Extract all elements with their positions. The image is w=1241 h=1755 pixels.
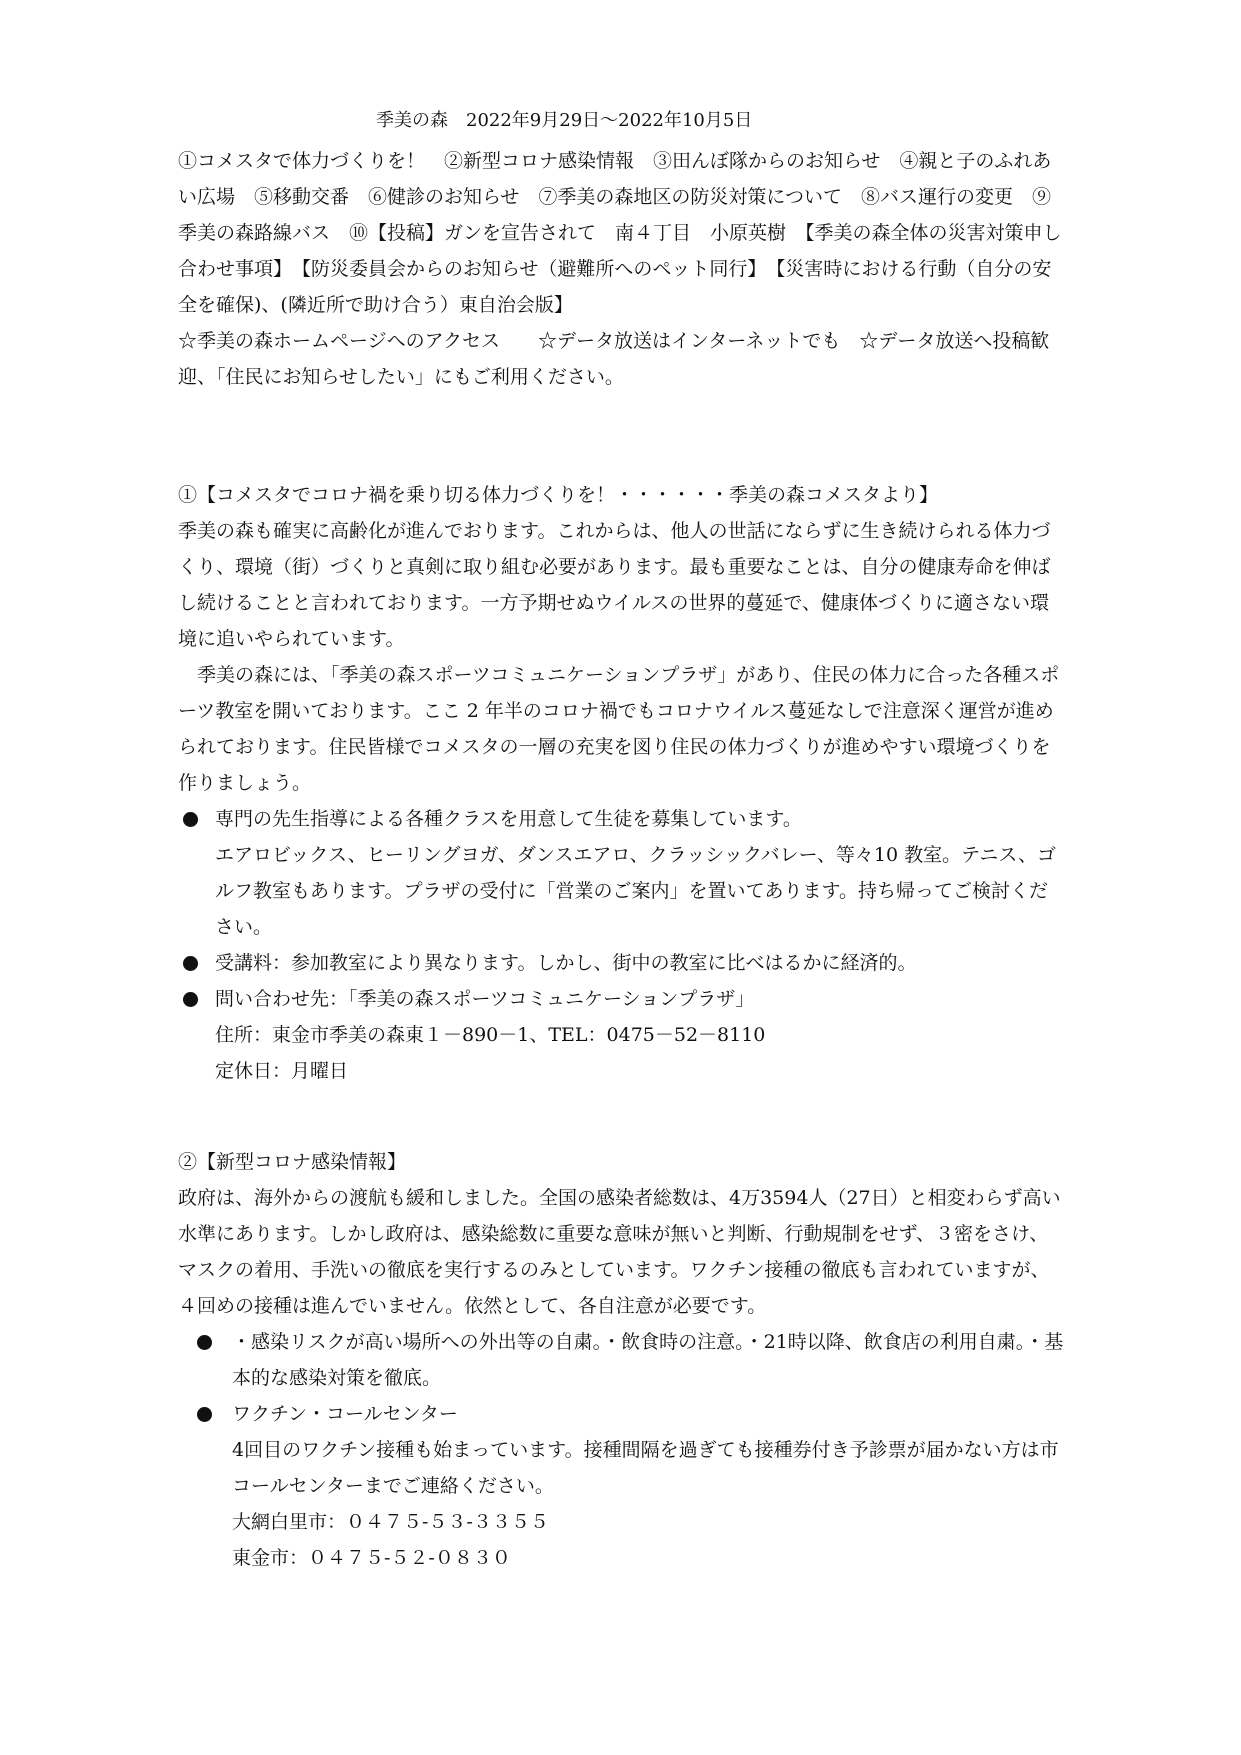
bullet-list xyxy=(178,801,1066,1089)
toc-notices: ☆季美の森ホームページへのアクセス ☆データ放送はインターネットでも ☆データ放送へ投稿歓迎、「住民にお知らせしたい」にもご利用ください。 xyxy=(178,330,1050,388)
list-item xyxy=(178,801,1066,945)
list-item xyxy=(178,945,1066,981)
contact-address: 住所：東金市季美の森東１－890－1、TEL：0475－52－8110 xyxy=(215,1024,766,1046)
section-comesta xyxy=(178,477,1066,1089)
section-covid-info xyxy=(178,1144,1066,1576)
section-paragraph: 政府は、海外からの渡航も緩和しました。全国の感染者総数は、4万3594人（27日）と相変わらず高い水準にあります。しかし政府は、感染総数に重要な意味が無いと判断、行動規制をせず、３密をさけ、マスクの着用、手洗いの徹底を実行するのみとしています。ワクチン接種の徹底も言われていますが、４回めの接種は進んでいません。依然として、各自注意が必要です。 xyxy=(178,1187,1061,1317)
bullet-list xyxy=(178,1324,1066,1576)
list-item-text: 問い合わせ先：「季美の森スポーツコミュニケーションプラザ」 xyxy=(215,988,755,1010)
bullet-icon xyxy=(183,992,198,1007)
list-item-text: ワクチン・コールセンター xyxy=(232,1403,458,1425)
bullet-icon xyxy=(183,812,198,827)
section-paragraph: 季美の森には、「季美の森スポーツコミュニケーションプラザ」があり、住民の体力に合った各種スポーツ教室を開いております。ここ 2 年半のコロナ禍でもコロナウイルス蔓延なしで注意深く運営が進められております。住民皆様でコメスタの一層の充実を図り住民の体力づくりが進めやすい環境づくりを作りましょう。 xyxy=(178,664,1060,794)
closed-day: 定休日：月曜日 xyxy=(215,1060,349,1082)
list-item-text: 受講料：参加教室により異なります。しかし、街中の教室に比べはるかに経済的。 xyxy=(215,952,917,974)
section-title: ①【コメスタでコロナ禍を乗り切る体力づくりを！・・・・・・季美の森コメスタより】 xyxy=(178,484,939,506)
bullet-icon xyxy=(197,1335,212,1350)
section-paragraph: 季美の森も確実に高齢化が進んでおります。これからは、他人の世話にならずに生き続けられる体力づくり、環境（街）づくりと真剣に取り組む必要があります。最も重要なことは、自分の健康寿命を伸ばし続けることと言われております。一方予期せぬウイルスの世界的蔓延で、健康体づくりに適さない環境に追いやられています。 xyxy=(178,520,1051,650)
list-item xyxy=(178,981,1066,1089)
list-item-text: 専門の先生指導による各種クラスを用意して生徒を募集しています。 xyxy=(215,808,802,830)
phone-oamishirasato: 大網白里市：０４７５-５３-３３５５ xyxy=(232,1511,549,1533)
list-item xyxy=(178,1324,1066,1396)
bullet-icon xyxy=(197,1407,212,1422)
toc-items: ①コメスタで体力づくりを！ ②新型コロナ感染情報 ③田んぼ隊からのお知らせ ④親と子のふれあい広場 ⑤移動交番 ⑥健診のお知らせ ⑦季美の森地区の防災対策について ⑧バス運行の変更 ⑨季美の森路線バス ⑩【投稿】ガンを宣告されて 南４丁目 小原英樹 【季美の森全体の災害対策申し合わせ事項】 【防災委員会からのお知らせ（避難所へのペット同行】 【災害時における行動（自分の安全を確保)、(隣近所で助け合う）東自治会版】 xyxy=(178,150,1062,316)
list-item-text: ・感染リスクが高い場所への外出等の自粛。・飲食時の注意。・21時以降、飲食店の利用自粛。・基本的な感染対策を徹底。 xyxy=(232,1331,1064,1389)
table-of-contents xyxy=(178,143,1066,395)
list-item-detail: エアロビックス、ヒーリングヨガ、ダンスエアロ、クラッシックバレー、等々10 教室。テニス、ゴルフ教室もあります。プラザの受付に「営業のご案内」を置いてあります。持ち帰ってご検討ください。 xyxy=(215,844,1056,938)
bullet-icon xyxy=(183,956,198,971)
page-title: 季美の森 2022年9月29日～2022年10月5日 xyxy=(376,110,753,131)
list-item-detail: 4回目のワクチン接種も始まっています。接種間隔を過ぎても接種券付き予診票が届かない方は市コールセンターまでご連絡ください。 xyxy=(232,1439,1059,1497)
section-title: ②【新型コロナ感染情報】 xyxy=(178,1151,407,1173)
phone-togane: 東金市：０４７５-５２-０８３０ xyxy=(232,1547,511,1569)
list-item xyxy=(178,1396,1066,1576)
